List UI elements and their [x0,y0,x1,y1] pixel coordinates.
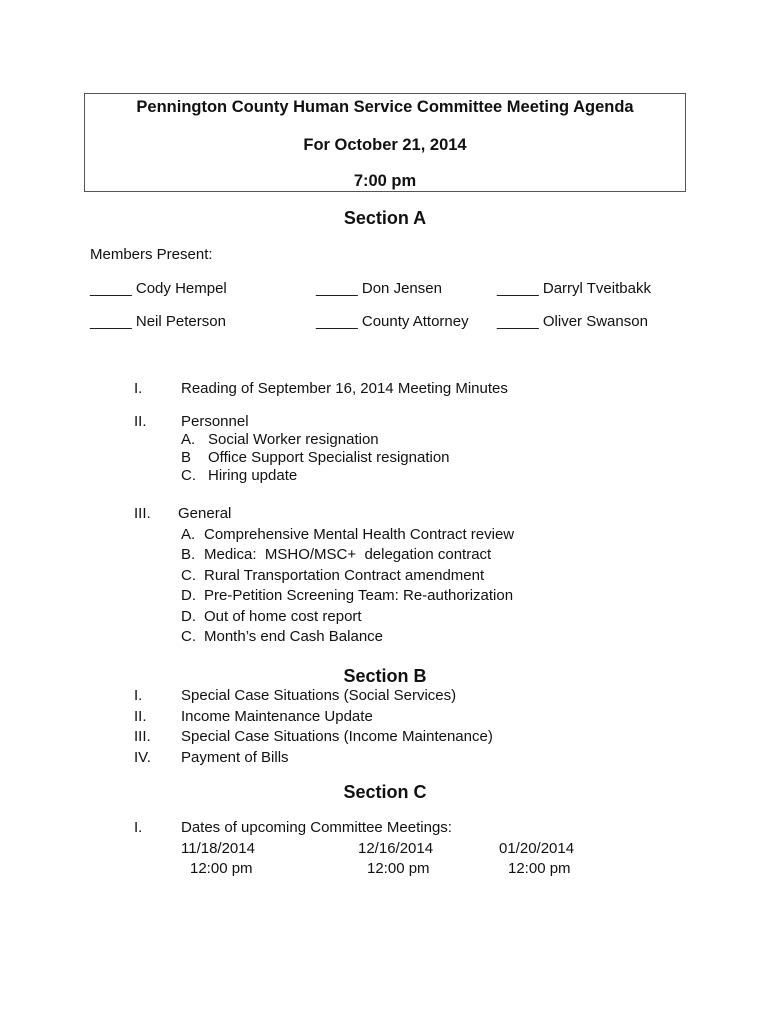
item-payment-of-bills: Payment of Bills [181,749,289,766]
sub-letter: D. [181,587,196,604]
agenda-title-box [84,93,686,192]
item-upcoming-meetings: Dates of upcoming Committee Meetings: [181,819,452,836]
section-b-heading: Section B [343,666,427,686]
member-don-jensen: _____ Don Jensen [316,280,442,297]
agenda-time: 7:00 pm [353,172,417,190]
sub-item-text: Social Worker resignation [208,431,379,448]
item-number: I. [134,687,143,704]
sub-letter: D. [181,608,196,625]
item-number: IV. [134,749,151,766]
item-number: II. [134,708,147,725]
meeting-time: 12:00 pm [190,860,253,877]
meeting-date: 11/18/2014 [181,840,255,857]
item-income-maintenance: Income Maintenance Update [181,708,373,725]
sub-item-text: Medica: MSHO/MSC+ delegation contract [204,546,492,563]
item-special-case-social: Special Case Situations (Social Services) [181,687,457,704]
sub-letter: A. [181,526,196,543]
sub-letter: A. [181,431,196,448]
member-oliver-swanson: _____ Oliver Swanson [497,313,648,330]
sub-item-text: Out of home cost report [204,608,362,625]
sub-letter: B [181,449,192,466]
sub-item-text: Comprehensive Mental Health Contract review [204,526,515,543]
meeting-time: 12:00 pm [367,860,430,877]
section-a-heading: Section A [343,208,427,228]
agenda-date: For October 21, 2014 [303,136,467,154]
item-number: II. [134,413,147,430]
sub-letter: C. [181,628,196,645]
item-number: III. [134,728,151,745]
item-number: I. [134,380,143,397]
item-personnel: Personnel [181,413,249,430]
item-general: General [178,505,232,522]
sub-item-text: Rural Transportation Contract amendment [204,567,485,584]
meeting-time: 12:00 pm [508,860,571,877]
item-number: I. [134,819,143,836]
member-cody-hempel: _____ Cody Hempel [90,280,227,297]
sub-letter: C. [181,467,196,484]
sub-letter: B. [181,546,196,563]
sub-letter: C. [181,567,196,584]
member-darryl-tveitbakk: _____ Darryl Tveitbakk [497,280,651,297]
sub-item-text: Month’s end Cash Balance [204,628,384,645]
member-neil-peterson: _____ Neil Peterson [90,313,226,330]
meeting-date: 12/16/2014 [358,840,434,857]
sub-item-text: Pre-Petition Screening Team: Re-authorization [204,587,514,604]
item-special-case-income: Special Case Situations (Income Maintenance) [181,728,493,745]
section-c-heading: Section C [343,782,427,802]
sub-item-text: Office Support Specialist resignation [208,449,450,466]
agenda-title: Pennington County Human Service Committee Meeting Agenda [136,98,634,116]
item-reading-minutes: Reading of September 16, 2014 Meeting Minutes [181,380,508,397]
sub-item-text: Hiring update [208,467,298,484]
meeting-date: 01/20/2014 [499,840,575,857]
members-present-label: Members Present: [90,246,213,263]
member-county-attorney: _____ County Attorney [316,313,469,330]
item-number: III. [134,505,151,522]
